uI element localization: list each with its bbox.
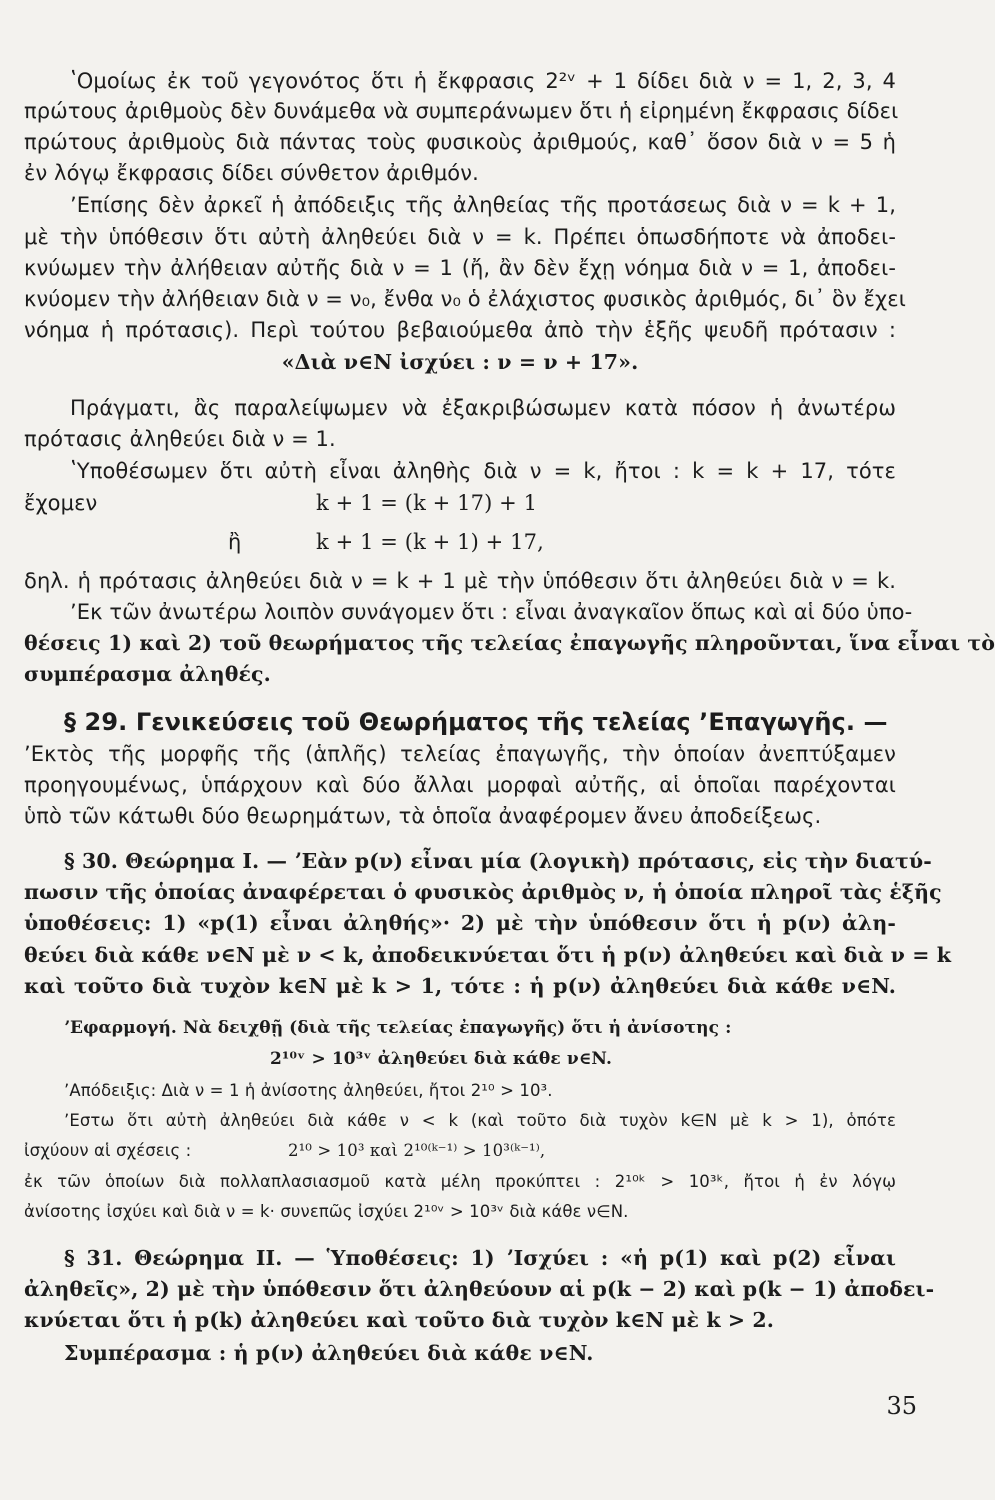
- text-line: ἢ: [228, 530, 242, 554]
- text-line: ʽΟμοίως ἐκ τοῦ γεγονότος ὅτι ἡ ἔκφρασις 2²ᵛ + 1 δίδει διὰ ν = 1, 2, 3, 4: [70, 69, 896, 93]
- text-line: θέσεις 1) καὶ 2) τοῦ θεωρήματος τῆς τελείας ἐπαγωγῆς πληροῦνται, ἵνα εἶναι τὸ: [24, 631, 995, 655]
- text-line: προηγουμένως, ὑπάρχουν καὶ δύο ἄλλαι μορφαὶ αὐτῆς, αἱ ὁποῖαι παρέχονται: [24, 773, 896, 797]
- section-heading: § 29. Γενικεύσεις τοῦ Θεωρήματος τῆς τελείας ʼΕπαγωγῆς. —: [64, 708, 888, 736]
- text-line: κνύομεν τὴν ἀλήθειαν διὰ ν = ν₀, ἔνθα ν₀ ὁ ἐλάχιστος φυσικὸς ἀριθμός, δι᾽ ὃν ἔχει: [24, 287, 906, 311]
- proof-line: ʼΑπόδειξις: Διὰ ν = 1 ἡ ἀνίσοτης ἀληθεύει, ἤτοι 2¹⁰ > 10³.: [64, 1081, 553, 1100]
- false-proposition: «Διὰ ν∈N ἰσχύει : ν = ν + 17».: [281, 350, 639, 374]
- application-formula: 2¹⁰ᵛ > 10³ᵛ ἀληθεύει διὰ κάθε ν∈N.: [270, 1049, 612, 1069]
- text-line: Πράγματι, ἂς παραλείψωμεν νὰ ἐξακριβώσωμεν κατὰ πόσον ἡ ἀνωτέρω: [70, 396, 896, 420]
- theorem-line: καὶ τοῦτο διὰ τυχὸν k∈N μὲ k > 1, τότε : ἡ p(ν) ἀληθεύει διὰ κάθε ν∈N.: [24, 974, 896, 998]
- proof-line: ἀνίσοτης ἰσχύει καὶ διὰ ν = k· συνεπῶς ἰσχύει 2¹⁰ᵛ > 10³ᵛ διὰ κάθε ν∈N.: [24, 1202, 629, 1221]
- equation: k + 1 = (k + 17) + 1: [316, 491, 538, 515]
- theorem-line: κνύεται ὅτι ἡ p(k) ἀληθεύει καὶ τοῦτο διὰ τυχὸν k∈N μὲ k > 2.: [24, 1308, 775, 1332]
- text-line: ʽΥποθέσωμεν ὅτι αὐτὴ εἶναι ἀληθὴς διὰ ν = k, ἤτοι : k = k + 17, τότε: [70, 459, 896, 483]
- conclusion-line: Συμπέρασμα : ἡ p(ν) ἀληθεύει διὰ κάθε ν∈N.: [64, 1341, 594, 1365]
- proof-formula: 2¹⁰ > 10³ καὶ 2¹⁰⁽ᵏ⁻¹⁾ > 10³⁽ᵏ⁻¹⁾,: [288, 1141, 546, 1160]
- proof-line: ʼΕστω ὅτι αὐτὴ ἀληθεύει διὰ κάθε ν < k (καὶ τοῦτο διὰ τυχὸν k∈N μὲ k > 1), ὁπότε: [64, 1111, 896, 1130]
- equation: k + 1 = (k + 1) + 17,: [316, 530, 544, 554]
- text-line: πρώτους ἀριθμοὺς δὲν δυνάμεθα νὰ συμπεράνωμεν ὅτι ἡ εἰρημένη ἔκφρασις δίδει: [24, 99, 899, 123]
- text-line: ʼΕκ τῶν ἀνωτέρω λοιπὸν συνάγομεν ὅτι : εἶναι ἀναγκαῖον ὅπως καὶ αἱ δύο ὑπο-: [70, 600, 913, 624]
- text-line: ʼΕκτὸς τῆς μορφῆς τῆς (ἁπλῆς) τελείας ἐπαγωγῆς, τὴν ὁποίαν ἀνεπτύξαμεν: [24, 742, 896, 766]
- text-line: δηλ. ἡ πρότασις ἀληθεύει διὰ ν = k + 1 μὲ τὴν ὑπόθεσιν ὅτι ἀληθεύει διὰ ν = k.: [24, 569, 896, 593]
- theorem-line: πωσιν τῆς ὁποίας ἀναφέρεται ὁ φυσικὸς ἀριθμὸς ν, ἡ ὁποία πληροῖ τὰς ἑξῆς: [24, 880, 942, 904]
- proof-line: ἐκ τῶν ὁποίων διὰ πολλαπλασιασμοῦ κατὰ μέλη προκύπτει : 2¹⁰ᵏ > 10³ᵏ, ἤτοι ἡ ἐν λόγῳ: [24, 1172, 896, 1191]
- theorem-line: ἀληθεῖς», 2) μὲ τὴν ὑπόθεσιν ὅτι ἀληθεύουν αἱ p(k − 2) καὶ p(k − 1) ἀποδει-: [24, 1277, 935, 1301]
- application-line: ʼΕφαρμογή. Νὰ δειχθῇ (διὰ τῆς τελείας ἐπαγωγῆς) ὅτι ἡ ἀνίσοτης :: [64, 1018, 732, 1038]
- text-line: νόημα ἡ πρότασις). Περὶ τούτου βεβαιούμεθα ἀπὸ τὴν ἑξῆς ψευδῆ πρότασιν :: [24, 318, 896, 342]
- text-line: συμπέρασμα ἀληθές.: [24, 662, 271, 686]
- text-line: ἔχομεν: [24, 491, 98, 515]
- text-line: κνύωμεν τὴν ἀλήθειαν αὐτῆς διὰ ν = 1 (ἤ, ἂν δὲν ἔχῃ νόημα διὰ ν = 1, ἀποδει-: [24, 256, 896, 280]
- text-line: πρότασις ἀληθεύει διὰ ν = 1.: [24, 427, 336, 451]
- text-line: ὑπὸ τῶν κάτωθι δύο θεωρημάτων, τὰ ὁποῖα ἀναφέρομεν ἄνευ ἀποδείξεως.: [24, 804, 822, 828]
- text-line: ʼΕπίσης δὲν ἀρκεῖ ἡ ἀπόδειξις τῆς ἀληθείας τῆς προτάσεως διὰ ν = k + 1,: [70, 193, 896, 217]
- proof-line: ἰσχύουν αἱ σχέσεις :: [24, 1141, 192, 1160]
- text-line: μὲ τὴν ὑπόθεσιν ὅτι αὐτὴ ἀληθεύει διὰ ν = k. Πρέπει ὁπωσδήποτε νὰ ἀποδει-: [24, 225, 896, 249]
- text-line: πρώτους ἀριθμοὺς διὰ πάντας τοὺς φυσικοὺς ἀριθμούς, καθ᾽ ὅσον διὰ ν = 5 ἡ: [24, 130, 896, 154]
- text-line: ἐν λόγῳ ἔκφρασις δίδει σύνθετον ἀριθμόν.: [24, 161, 479, 185]
- page-number: 35: [886, 1392, 917, 1420]
- theorem-line: θεύει διὰ κάθε ν∈N μὲ ν < k, ἀποδεικνύεται ὅτι ἡ p(ν) ἀληθεύει καὶ διὰ ν = k: [24, 943, 952, 967]
- theorem-line: § 31. Θεώρημα II. — Ὑποθέσεις: 1) ʼΙσχύει : «ἡ p(1) καὶ p(2) εἶναι: [64, 1246, 896, 1270]
- theorem-line: ὑποθέσεις: 1) «p(1) εἶναι ἀληθής»· 2) μὲ τὴν ὑπόθεσιν ὅτι ἡ p(ν) ἀλη-: [24, 911, 896, 935]
- theorem-line: § 30. Θεώρημα I. — ʼΕὰν p(ν) εἶναι μία (λογικὴ) πρότασις, εἰς τὴν διατύ-: [64, 849, 932, 873]
